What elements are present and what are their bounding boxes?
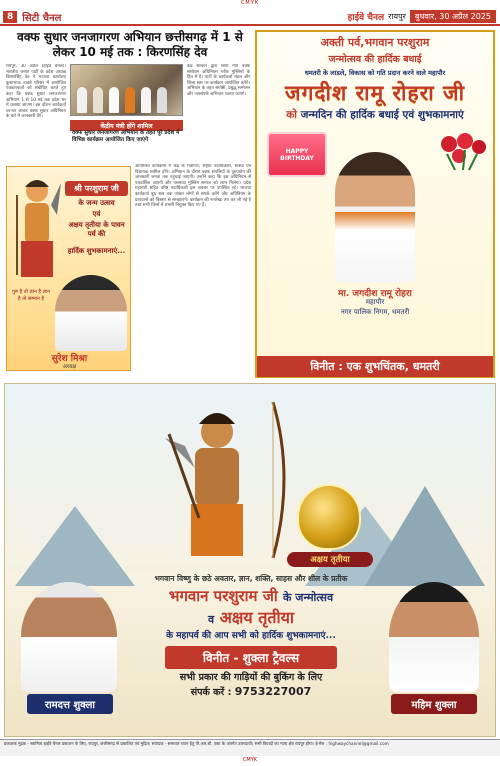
page-number: 8 [3, 11, 17, 23]
print-mark-top: CMYK [240, 0, 260, 6]
right-ad-line2: जन्मोत्सव की हार्दिक बधाई [328, 54, 422, 65]
news-photo [70, 64, 183, 116]
roses-icon [437, 132, 489, 172]
bottom-ad-line2-main: भगवान परशुराम जी [168, 587, 278, 605]
header-date: बुधवार, 30 अप्रैल 2025 [410, 10, 496, 23]
left-ad-person-photo [55, 275, 127, 351]
news-column-1: रायपुर, 30 अप्रैल (हाईवे चैनल)। भारतीय जनता पार्टी के प्रदेश अध्यक्ष किरणसिंह देव ने भाजपा कार्यालय कुशाभाऊ ठाकरे परिसर में आयोजित पत्रकारवार्ता को संबोधित करते हुए कहा कि वक्फ सुधार जनजागरण अभियान 1 से 10 मई तक प्रदेश भर में चलाया जाएगा। इस दौरान कार्यकर्ता घर-घर जाकर वक्फ सुधार अधिनियम के बारे में जानकारी देंगे। [6, 64, 66, 120]
birthday-greeting-ad [255, 30, 495, 378]
bottom-ad-contact-label: संपर्क करें : [190, 687, 232, 698]
left-person-name: रामदत्त शुक्ला [27, 694, 113, 714]
right-ad-wish-pre: को [286, 109, 297, 121]
right-ad-person-photo [335, 152, 415, 282]
imprint-footer: प्रकाशक मुद्रक - स्वामित्व हाईवे चैनल प्रकाशन के लिए, रायपुर, छत्तीसगढ़ से प्रकाशित एवं मुद्रित। संपादक - समाचार चयन हेतु पी.आर.बी. एक्ट के अंतर्गत उत्तरदायी। सभी विवादों का न्याय क्षेत्र रायपुर होगा। ई-मेल : highwaychannel@gmail.com [0, 739, 500, 756]
newspaper-brand: हाईवे चैनल [347, 13, 385, 23]
bottom-ad-contact [115, 686, 387, 699]
page-header [0, 9, 500, 26]
news-subhead: केंद्रीय मंत्री होंगे शामिल [70, 120, 183, 131]
bottom-ad-line3 [95, 606, 407, 628]
left-ad-line3: एवं [92, 210, 101, 218]
news-column-2: केंद्र सरकार द्वारा लाया गया वक्फ संशोधन अधिनियम गरीब मुस्लिमों के हित में है। पार्टी के कार्यकर्ता मंडल और जिला स्तर पर कार्यक्रम आयोजित करेंगे। अभियान के तहत संगोष्ठी, प्रबुद्ध सम्मेलन और जनसंपर्क अभियान चलाए जाएंगे। [187, 64, 250, 97]
right-ad-footer: विनीत : एक शुभचिंतक, धमतरी [257, 356, 493, 377]
parshuram-warrior-icon [155, 398, 295, 563]
bottom-ad-line2-post: के जन्मोत्सव [283, 591, 334, 604]
bottom-ad-line3-pre: व [207, 613, 215, 626]
right-ad-line1: अक्ती पर्व,भगवान परशुराम [320, 36, 430, 49]
right-ad-line3: धमतरी के लाडले, विकास को गति प्रदान करने वाले महापौर [304, 69, 446, 77]
print-mark-bottom: CMYK [242, 757, 258, 763]
left-ad-line2: के जन्म उत्सव [78, 199, 115, 207]
bottom-ad-vinit: विनीत - शुक्ला ट्रैवल्स [165, 646, 337, 669]
header-city: रायपुर [388, 12, 406, 21]
left-ad-quote: गुरु है तो ज्ञान है ज्ञान है तो सम्मान है [12, 289, 50, 302]
left-ad-line4: अक्षय तृतीया के पावन पर्व की [68, 221, 125, 238]
bottom-ad-phone: 9753227007 [234, 685, 312, 698]
right-ad-wish [257, 108, 493, 122]
news-headline: वक्फ सुधार जनजागरण अभियान छत्तीसगढ़ में 1 से लेकर 10 मई तक : किरणसिंह देव [17, 30, 243, 59]
akshaya-tritiya-badge: अक्षय तृतीया [287, 552, 373, 567]
bottom-ad-booking: सभी प्रकार की गाड़ियों की बुकिंग के लिए [179, 672, 323, 683]
left-ad-line5: हार्दिक शुभकामनाएं... [67, 247, 126, 255]
right-person-name: महिम शुक्ला [391, 694, 477, 714]
bottom-ad-line4: के महापर्व की आप सभी को हार्दिक शुभकामनाएं... [166, 631, 336, 641]
kalash-icon [297, 484, 361, 550]
right-person-photo [389, 582, 479, 692]
right-ad-person-org: नगर पालिक निगम, धमतरी [340, 308, 410, 316]
bottom-ad-line1: भगवान विष्णु के छठे अवतार, ज्ञान, शक्ति, साहस और शील के प्रतीक [154, 574, 348, 583]
section-title: सिटी चैनल [22, 12, 62, 24]
news-box-headline: वक्फ सुधार जनजागरण अभियान के तहत पूरे प्रदेश में विभिन्न कार्यक्रम आयोजित किए जाएंगे [72, 130, 180, 143]
akshaya-tritiya-ad [4, 383, 496, 737]
right-ad-name: जगदीश रामू रोहरा जी [284, 81, 466, 105]
right-ad-person-role: महापौर [365, 298, 385, 306]
left-ad-designation: अध्यक्ष [62, 364, 77, 370]
parshuram-illustration-icon [11, 175, 63, 285]
right-ad-person-name: मा. जगदीश रामू रोहरा [338, 289, 412, 299]
birthday-cake-icon: HAPPY BIRTHDAY [267, 132, 327, 177]
header-right [348, 10, 496, 23]
left-ad-title: श्री परशुराम जी [65, 181, 128, 196]
news-column-3: आयोजित कार्यक्रमों में केंद्र के मंत्रीगण, राष्ट्रीय पदाधिकारी, सांसद एवं विधायक शामिल होंगे। अभियान के दौरान वक्फ संपत्तियों के दुरुपयोग की जानकारी जनता तक पहुंचाई जाएगी। उन्होंने कहा कि इस अधिनियम से पारदर्शिता आएगी और पसमांदा मुस्लिम समाज को लाभ मिलेगा। प्रदेश महामंत्री सहित वरिष्ठ पदाधिकारी इस अवसर पर उपस्थित रहे। भाजपा कार्यकर्ता बूथ स्तर तक जाकर लोगों से संपर्क करेंगे और अधिनियम के प्रावधानों को विस्तार से समझाएंगे। कार्यक्रम की रूपरेखा तय कर ली गई है तथा सभी जिलों में प्रभारी नियुक्त किए गए हैं। [135, 164, 251, 209]
bottom-ad-line2 [95, 586, 407, 606]
right-ad-wish-main: जन्मदिन की हार्दिक बधाई एवं शुभकामनाएं [300, 109, 464, 121]
left-ad-name: सुरेश मिश्रा [51, 354, 88, 364]
parshuram-greeting-ad [6, 166, 131, 371]
bottom-ad-line3-main: अक्षय तृतीया [219, 608, 295, 627]
left-person-photo [21, 582, 117, 692]
